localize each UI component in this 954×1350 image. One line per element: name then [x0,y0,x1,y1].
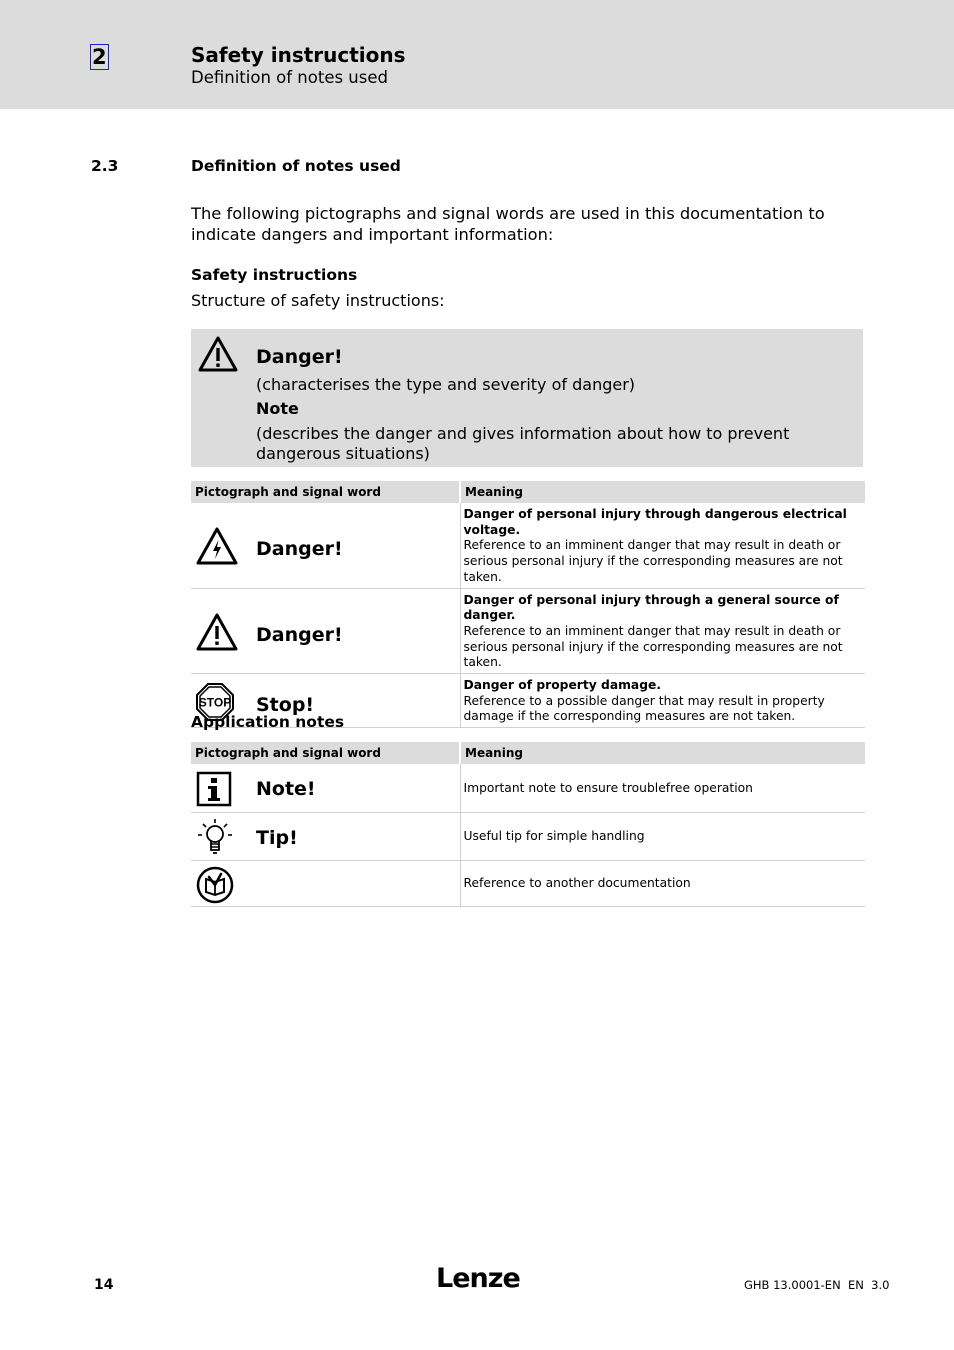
signal-word: Stop! [256,694,315,717]
reference-book-icon [195,865,235,905]
chapter-number[interactable]: 2 [92,45,107,69]
lenze-logo: Lenze [436,1263,520,1294]
signal-word: Danger! [256,623,343,646]
safety-pictograph-table [191,481,865,728]
meaning-title: Danger of property damage. [463,678,662,693]
meaning-title: Danger of personal injury through dangerous electrical voltage. [463,507,847,537]
table-row [191,503,865,588]
document-id: GHB 13.0001-EN EN 3.0 [744,1278,890,1292]
page-subtitle: Definition of notes used [191,68,388,87]
meaning-text: Reference to an imminent danger that may result in death or serious personal injury if the corresponding measures are not taken. [463,538,843,584]
meaning-text: Reference to an imminent danger that may result in death or serious personal injury if the corresponding measures are not taken. [463,623,843,670]
signal-word: Danger! [256,537,343,560]
electrical-danger-icon [195,526,239,566]
warning-triangle-icon [197,335,239,373]
meaning-cell [461,503,866,588]
meaning-cell: Reference to another documentation [463,876,691,891]
section-title: Definition of notes used [191,157,401,175]
section-number: 2.3 [91,157,119,175]
application-pictograph-table [191,742,865,907]
table-row [191,588,865,674]
safety-heading: Safety instructions [191,266,358,284]
page-number: 14 [94,1277,114,1293]
table-row [191,764,865,812]
info-icon [195,770,233,808]
lightbulb-icon [195,817,235,857]
table-row [191,812,865,860]
signal-word: Note! [256,778,316,801]
page-header [0,0,954,109]
table-header-pictograph: Pictograph and signal word [191,742,460,764]
table-header-meaning: Meaning [460,742,865,764]
application-heading: Application notes [191,713,345,731]
table-header-pictograph: Pictograph and signal word [191,481,460,503]
meaning-cell: Useful tip for simple handling [463,829,645,844]
meaning-cell [461,589,866,674]
safety-structure-label: Structure of safety instructions: [191,291,445,310]
meaning-cell: Important note to ensure troublefree operation [463,780,753,795]
danger-signal-word: Danger! [256,346,343,368]
danger-description-line: (describes the danger and gives information about how to prevent dangerous situations) [256,424,790,463]
meaning-cell [461,674,866,727]
stop-icon-text: STOP [198,695,232,710]
meaning-title: Danger of personal injury through a general source of danger. [463,592,839,623]
page-title: Safety instructions [191,43,406,67]
danger-structure-box [191,329,863,467]
general-danger-icon [195,612,239,652]
meaning-text: Reference to a possible danger that may result in property damage if the corresponding measures are not taken. [463,693,825,724]
danger-type-line: (characterises the type and severity of danger) [256,375,636,394]
danger-note-label: Note [256,399,299,418]
section-intro: The following pictographs and signal words are used in this documentation to indicate dangers and important information: [191,204,825,244]
table-row [191,860,865,906]
table-header-meaning: Meaning [460,481,865,503]
signal-word: Tip! [256,826,298,849]
